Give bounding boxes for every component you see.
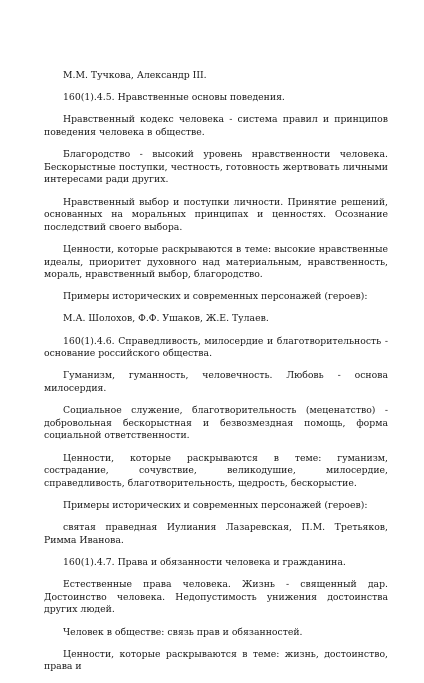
paragraph-moral-choice: Нравственный выбор и поступки личности. Принятие решений, основанных на моральных принципах и ценностях. Осознание последствий своего выбора. <box>44 196 388 233</box>
paragraph-examples-label-4-6: Примеры исторических и современных персонажей (героев): <box>63 499 368 511</box>
paragraph-examples-4-5: М.А. Шолохов, Ф.Ф. Ушаков, Ж.Е. Тулаев. <box>63 313 269 325</box>
paragraph-authors: М.М. Тучкова, Александр III. <box>63 70 207 81</box>
paragraph-values-4-5: Ценности, которые раскрываются в теме: высокие нравственные идеалы, приоритет духовного над материальным, нравственность, мораль, нравственный выбор, благородство. <box>44 243 388 281</box>
paragraph-examples-4-6: святая праведная Иулиания Лазаревская, П.М. Третьяков, Римма Иванова. <box>44 522 388 546</box>
section-heading-4-5: 160(1).4.5. Нравственные основы поведения. <box>63 92 285 104</box>
paragraph-humanism: Гуманизм, гуманность, человечность. Любовь - основа милосердия. <box>44 370 388 395</box>
paragraph-values-4-6: Ценности, которые раскрываются в теме: гуманизм, сострадание, сочувствие, великодушие, милосердие, справедливость, благотворительность, щедрость, бескорыстие. <box>44 452 388 489</box>
section-heading-4-6: 160(1).4.6. Справедливость, милосердие и благотворительность - основание российского общества. <box>44 335 388 360</box>
paragraph-nobility: Благородство - высокий уровень нравственности человека. Бескорыстные поступки, честность, готовность жертвовать личными интересами ради других. <box>44 149 388 186</box>
paragraph-moral-code: Нравственный кодекс человека - система правил и принципов поведения человека в обществе. <box>44 114 388 138</box>
paragraph-rights-duties: Человек в обществе: связь прав и обязанностей. <box>63 626 303 638</box>
document-page <box>44 70 388 683</box>
paragraph-examples-label-4-5: Примеры исторических и современных персонажей (героев): <box>63 291 368 303</box>
paragraph-natural-rights: Естественные права человека. Жизнь - священный дар. Достоинство человека. Недопустимость унижения достоинства других людей. <box>44 579 388 616</box>
paragraph-values-4-7: Ценности, которые раскрываются в теме: жизнь, достоинство, права и <box>44 648 388 673</box>
section-heading-4-7: 160(1).4.7. Права и обязанности человека и гражданина. <box>63 556 346 568</box>
paragraph-social-service: Социальное служение, благотворительность (меценатство) - добровольная бескорыстная и безвозмездная помощь, форма социальной ответственности. <box>44 405 388 442</box>
